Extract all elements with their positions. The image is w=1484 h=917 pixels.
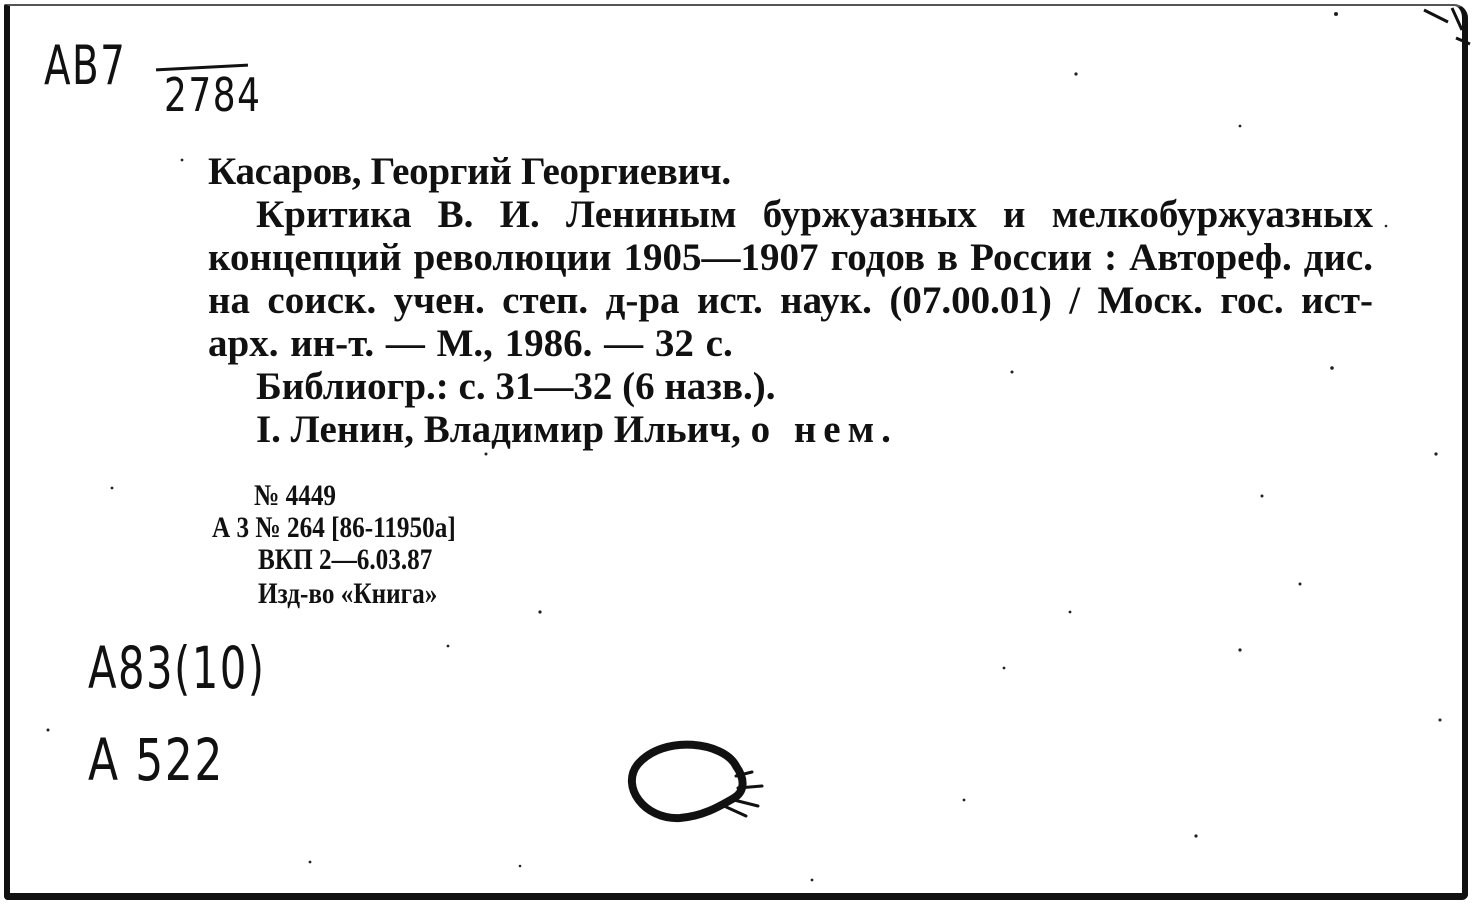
tech-number: № 4449 [254, 479, 337, 512]
handwritten-shelfmark-number: 2784 [164, 68, 262, 122]
entry-subject-suffix: о нем. [750, 408, 898, 451]
handwritten-classification: А83(10) [88, 634, 266, 702]
entry-subject-prefix: I. Ленин, Владимир Ильич, [256, 408, 741, 451]
tech-vkp: ВКП 2—6.03.87 [258, 543, 433, 576]
ink-loop-mark [624, 736, 774, 836]
entry-subject [208, 408, 1373, 451]
entry-heading: Касаров, Георгий Георгиевич. [208, 150, 731, 193]
handwritten-author-mark: А 522 [88, 726, 224, 794]
entry-title-text: Критика В. И. Лениным буржуазных и мелкобуржуазных концепций революции 1905—1907 годов в России : Автореф. дис. на соиск. учен. степ. д-ра ист. наук. (07.00.01) / Моск. гос. ист-арх. ин-т. — М., 1986. — 32 с. [208, 193, 1373, 365]
entry-bibliography: Библиогр.: с. 31—32 (6 назв.). [256, 365, 776, 408]
handwritten-shelfmark-prefix: АВ7 [44, 34, 127, 97]
catalog-entry [208, 150, 1373, 451]
tech-registry: А 3 № 264 [86-11950а] [212, 511, 456, 544]
tech-publisher: Изд-во «Книга» [258, 577, 438, 610]
